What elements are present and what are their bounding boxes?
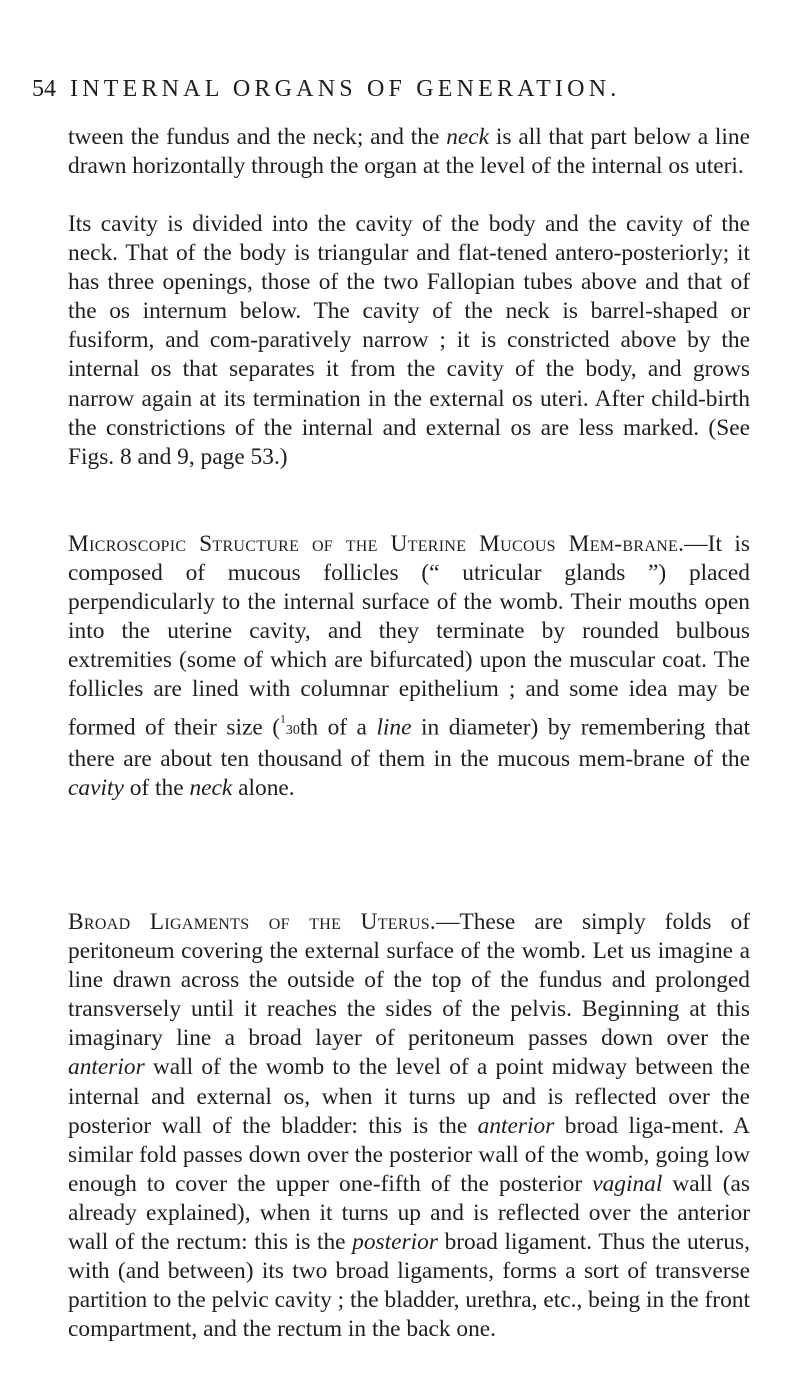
running-header xyxy=(32,74,772,104)
paragraph-4 xyxy=(68,908,750,1344)
para3-italic-neck: neck xyxy=(189,775,233,802)
running-title: INTERNAL ORGANS OF GENERATION. xyxy=(70,76,621,102)
paragraph-2 xyxy=(68,210,750,472)
paragraph-3 xyxy=(68,530,750,804)
paragraph-1 xyxy=(68,123,750,181)
para3-text-f: of the xyxy=(123,775,190,802)
para4-text-c: wall of the womb to the level of a point midway between the internal and external os, when it turns up and is reflected over the posterior wall of the bladder: this is the xyxy=(68,1054,750,1139)
section-heading-broad-ligaments: Broad Ligaments of the Uterus. xyxy=(68,909,437,935)
para4-italic-vaginal: vaginal xyxy=(592,1170,663,1197)
para1-text-c: is all that part below a line drawn horizontally through the organ at the level of the internal os uteri. xyxy=(68,124,750,180)
para4-text-i: broad ligament. Thus the uterus, with (and between) its two broad ligaments, forms a sort of transverse partition to the pelvic cavity ; the bladder, urethra, etc., being in the front compartment, and the rectum in the back one. xyxy=(68,1229,750,1343)
para3-text-b: th of a xyxy=(299,714,377,741)
para4-italic-anterior-2: anterior xyxy=(477,1112,555,1139)
para4-italic-posterior: posterior xyxy=(352,1229,438,1256)
fraction-one-thirtieth xyxy=(280,712,300,739)
para3-italic-cavity: cavity xyxy=(68,775,124,802)
fraction-denominator: 30 xyxy=(285,723,300,739)
para4-italic-anterior: anterior xyxy=(68,1054,145,1081)
fraction-numerator: 1 xyxy=(280,712,286,726)
para1-text-a: tween the fundus and the neck; and the xyxy=(68,124,447,150)
para3-text-a: —It is composed of mucous follicles (“ utricular glands ”) placed perpendicularly to the internal surface of the womb. Their mouths open into the uterine cavity, and they terminate by rounded bulbous extremities (some of which are bifurcated) upon the muscular coat. The follicles are lined with columnar epithelium ; and some idea may be formed of their size ( xyxy=(68,531,750,741)
para3-text-d: in diameter) by remembering that there are about ten thousand of them in the mucous mem-brane of the xyxy=(68,714,750,773)
section-heading-microscopic-structure: Microscopic Structure of the Uterine Mucous Mem-brane. xyxy=(68,531,685,557)
para4-text-e: broad liga-ment. A similar fold passes down over the posterior wall of the womb, going low enough to cover the upper one-fifth of the posterior xyxy=(68,1112,751,1197)
para1-italic-neck: neck xyxy=(446,124,490,150)
para4-text-a: —These are simply folds of peritoneum covering the external surface of the womb. Let us imagine a line drawn across the outside of the top of the fundus and prolonged transversely until it reaches the sides of the pelvis. Beginning at this imaginary line a broad layer of peritoneum passes down over the xyxy=(68,909,751,1052)
para3-italic-line: line xyxy=(376,714,412,741)
para3-text-h: alone. xyxy=(232,775,295,802)
para4-text-g: wall (as already explained), when it turns up and is reflected over the anterior wall of the rectum: this is the xyxy=(68,1170,750,1256)
page-number: 54 xyxy=(32,76,56,102)
para2-text: Its cavity is divided into the cavity of the body and the cavity of the neck. That of the body is triangular and flat-tened antero-posteriorly; it has three openings, those of the two Fallopian tubes above and that of the os internum below. The cavity of the neck is barrel-shaped or fusiform, and com-paratively narrow ; it is constricted above by the internal os that separates it from the cavity of the body, and grows narrow again at its termination in the external os uteri. After child-birth the constrictions of the internal and external os are less marked. (See Figs. 8 and 9, page 53.) xyxy=(68,211,750,470)
